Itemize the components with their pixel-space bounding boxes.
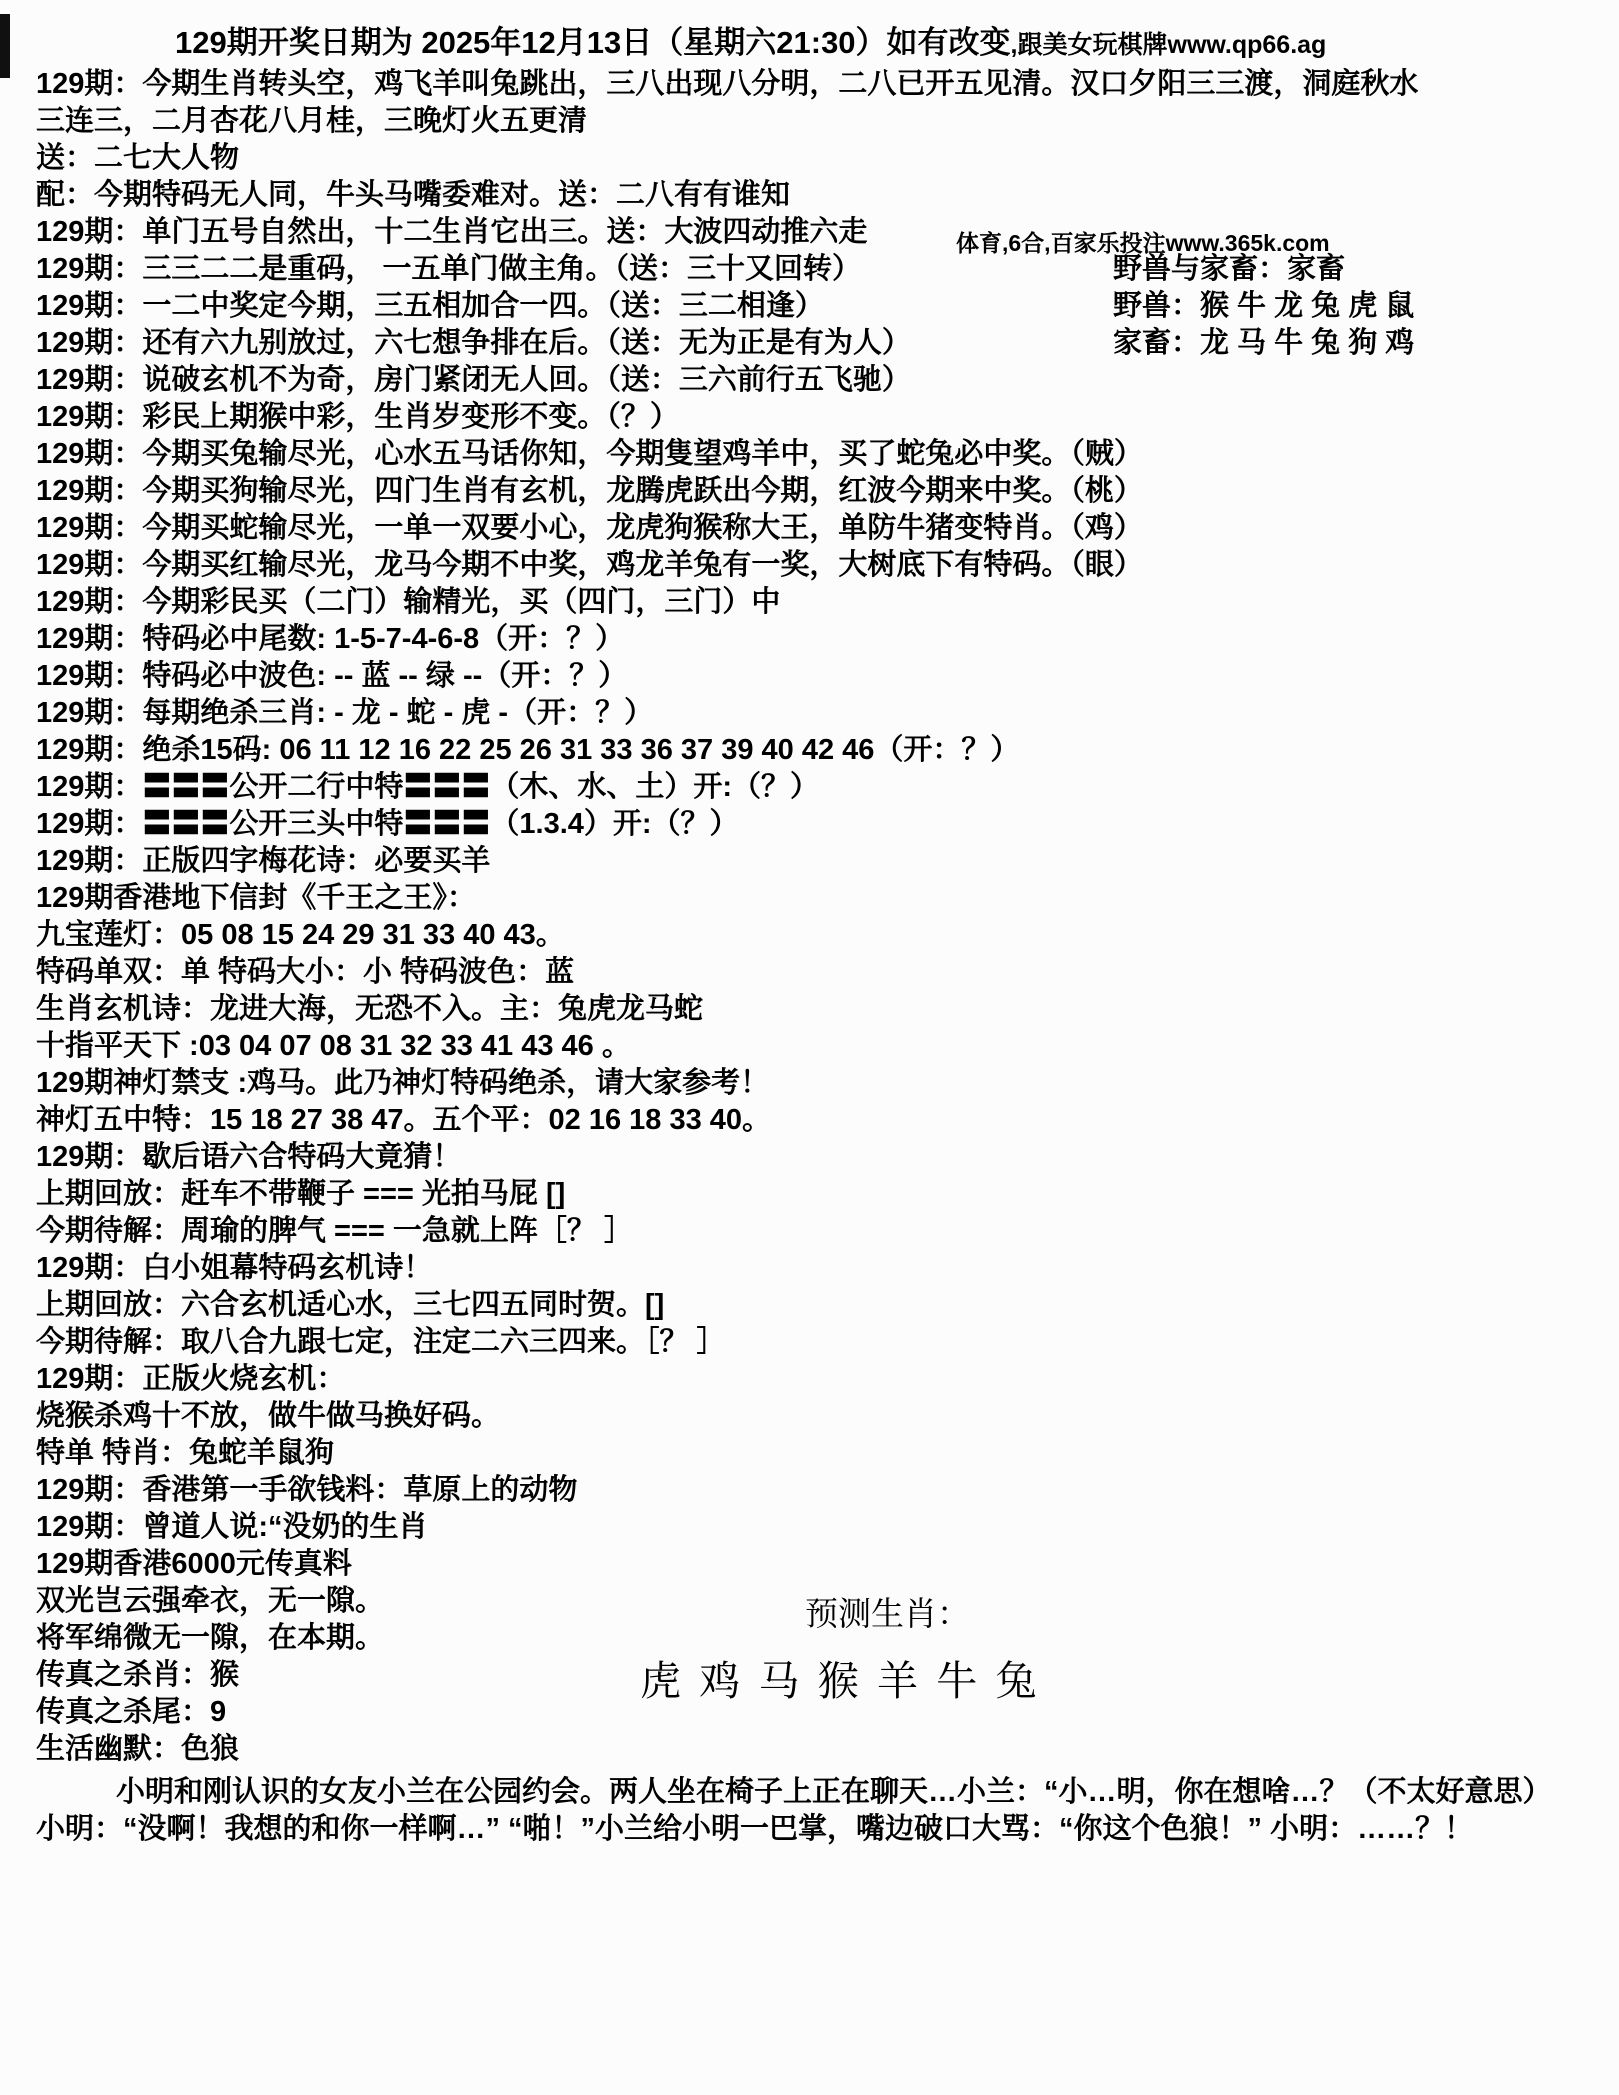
line-text: 今期待解：周瑜的脾气 === 一急就上阵［？ ］ (36, 1215, 633, 1247)
draw-date-title: 129期开奖日期为 2025年12月13日（星期六21:30）如有改变 (175, 25, 1011, 60)
page-title (0, 22, 1619, 66)
line-text: 生活幽默：色狼 (36, 1733, 240, 1765)
line-text: 129期：白小姐幕特码玄机诗！ (36, 1252, 433, 1284)
line-text: 129期：〓〓〓公开三头中特〓〓〓（1.3.4）开:（？） (36, 808, 739, 840)
title-ad-suffix: ,跟美女玩棋牌www.qp66.ag (1010, 31, 1327, 59)
line-text: 神灯五中特：15 18 27 38 47。五个平：02 16 18 33 40。 (36, 1104, 772, 1136)
line-text: 生肖玄机诗：龙进大海，无恐不入。主：兔虎龙马蛇 (36, 993, 704, 1025)
right-column-domestic: 家畜：龙 马 牛 兔 狗 鸡 (1113, 327, 1415, 359)
line-text: 129期：彩民上期猴中彩，生肖岁变形不变。（？） (36, 401, 679, 433)
line-text: 129期：特码必中尾数: 1-5-7-4-6-8（开：？） (36, 623, 625, 655)
text-line-32 (0, 1213, 1619, 1250)
line-text: 129期：今期买蛇输尽光，一单一双要小心，龙虎狗猴称大王，单防牛猪变特肖。（鸡） (36, 512, 1143, 544)
line-text: 129期：特码必中波色: -- 蓝 -- 绿 --（开：？） (36, 660, 628, 692)
line-text: 129期：正版四字梅花诗：必要买羊 (36, 845, 491, 877)
line-text: 特单 特肖：兔蛇羊鼠狗 (36, 1437, 335, 1469)
line-text: 十指平天下 :03 04 07 08 31 32 33 41 43 46 。 (36, 1030, 631, 1062)
text-line-34 (0, 1287, 1619, 1324)
line-text: 三连三，二月杏花八月桂，三晚灯火五更清 (36, 105, 588, 137)
text-line-9 (0, 362, 1619, 399)
text-line-23 (0, 880, 1619, 917)
text-line-38 (0, 1435, 1619, 1472)
line-text: 上期回放：六合玄机适心水，三七四五同时贺。[] (36, 1289, 665, 1321)
line-text: 129期：今期买狗输尽光，四门生肖有玄机，龙腾虎跃出今期，红波今期来中奖。（桃） (36, 475, 1143, 507)
line-text: 九宝莲灯：05 08 15 24 29 31 33 40 43。 (36, 919, 565, 951)
text-line-39 (0, 1472, 1619, 1509)
text-line-35 (0, 1324, 1619, 1361)
line-text: 129期神灯禁支 :鸡马。此乃神灯特码绝杀，请大家参考！ (36, 1067, 770, 1099)
line-text: 129期：歇后语六合特码大竟猜！ (36, 1141, 462, 1173)
line-text: 将军绵微无一隙，在本期。 (36, 1622, 385, 1654)
text-line-47 (0, 1774, 1619, 1811)
text-line-5 (0, 214, 1619, 256)
forecast-zodiac-list: 虎 鸡 马 猴 羊 牛 兔 (640, 1658, 1041, 1704)
side-ad-text: 体育,6合,百家乐投注www.365k.com (956, 230, 1330, 256)
line-text: 传真之杀尾：9 (36, 1696, 227, 1728)
line-text: 小明和刚认识的女友小兰在公园约会。两人坐在椅子上正在聊天…小兰：“小…明，你在想啥…？（不太好意思） (116, 1776, 1552, 1808)
line-text: 129期：每期绝杀三肖: - 龙 - 蛇 - 虎 -（开：？） (36, 697, 654, 729)
text-line-24 (0, 917, 1619, 954)
text-line-7 (0, 288, 1619, 325)
text-line-45 (0, 1694, 1619, 1731)
line-text: 129期：三三二二是重码， 一五单门做主角。（送：三十又回转） (36, 253, 861, 285)
text-line-26 (0, 991, 1619, 1028)
text-line-33 (0, 1250, 1619, 1287)
text-line-2 (0, 103, 1619, 140)
line-text: 129期：曾道人说:“没奶的生肖 (36, 1511, 428, 1543)
line-text: 129期香港地下信封《千王之王》： (36, 882, 476, 914)
text-line-28 (0, 1065, 1619, 1102)
text-line-42 (0, 1583, 1619, 1633)
text-line-6 (0, 251, 1619, 288)
text-line-40 (0, 1509, 1619, 1546)
right-column-header: 野兽与家畜：家畜 (1113, 253, 1346, 285)
line-text: 烧猴杀鸡十不放，做牛做马换好码。 (36, 1400, 501, 1432)
text-line-41 (0, 1546, 1619, 1583)
text-line-18 (0, 695, 1619, 732)
text-line-11 (0, 436, 1619, 473)
text-line-30 (0, 1139, 1619, 1176)
line-text: 129期：今期生肖转头空，鸡飞羊叫兔跳出，三八出现八分明，二八已开五见清。汉口夕阳三三渡，洞庭秋水 (36, 68, 1419, 100)
line-text: 129期：说破玄机不为奇，房门紧闭无人回。（送：三六前行五飞驰） (36, 364, 911, 396)
text-line-12 (0, 473, 1619, 510)
text-line-29 (0, 1102, 1619, 1139)
line-text: 129期：一二中奖定今期，三五相加合一四。（送：三二相逢） (36, 290, 824, 322)
line-text: 129期：单门五号自然出，十二生肖它出三。送：大波四动推六走 (36, 216, 868, 248)
text-line-16 (0, 621, 1619, 658)
line-text: 129期：还有六九别放过，六七想争排在后。（送：无为正是有为人） (36, 327, 911, 359)
text-line-1 (0, 66, 1619, 103)
forecast-zodiac-label: 预测生肖： (805, 1597, 970, 1633)
text-line-17 (0, 658, 1619, 695)
text-line-25 (0, 954, 1619, 991)
text-line-19 (0, 732, 1619, 769)
right-column-wild: 野兽：猴 牛 龙 兔 虎 鼠 (1113, 290, 1415, 322)
line-text: 129期：正版火烧玄机： (36, 1363, 346, 1395)
line-text: 双光岂云强牵衣，无一隙。 (36, 1585, 385, 1617)
text-line-3 (0, 140, 1619, 177)
text-line-36 (0, 1361, 1619, 1398)
line-text: 上期回放：赶车不带鞭子 === 光拍马屁 [] (36, 1178, 566, 1210)
line-text: 129期香港6000元传真料 (36, 1548, 352, 1580)
text-line-44 (0, 1657, 1619, 1704)
line-text: 129期：香港第一手欲钱料：草原上的动物 (36, 1474, 578, 1506)
line-text: 小明：“没啊！我想的和你一样啊…” “啪！”小兰给小明一巴掌，嘴边破口大骂：“你这个色狼！” 小明：……？！ (36, 1813, 1474, 1845)
line-text: 今期待解：取八合九跟七定，注定二六三四来。［？ ］ (36, 1326, 726, 1358)
line-text: 129期：绝杀15码: 06 11 12 16 22 25 26 31 33 36 37 39 40 42 46（开：？） (36, 734, 1020, 766)
text-line-14 (0, 547, 1619, 584)
line-text: 特码单双：单 特码大小：小 特码波色：蓝 (36, 956, 575, 988)
text-line-27 (0, 1028, 1619, 1065)
text-lines (0, 66, 1619, 1848)
text-line-10 (0, 399, 1619, 436)
text-line-31 (0, 1176, 1619, 1213)
text-line-46 (0, 1731, 1619, 1768)
text-line-20 (0, 769, 1619, 806)
text-line-48 (0, 1811, 1619, 1848)
text-line-22 (0, 843, 1619, 880)
line-text: 129期：〓〓〓公开二行中特〓〓〓（木、水、土）开:（？） (36, 771, 820, 803)
text-line-37 (0, 1398, 1619, 1435)
text-line-13 (0, 510, 1619, 547)
line-text: 传真之杀肖：猴 (36, 1659, 240, 1691)
line-text: 129期：今期买兔输尽光，心水五马话你知，今期隻望鸡羊中，买了蛇兔必中奖。（贼） (36, 438, 1143, 470)
text-line-43 (0, 1620, 1619, 1657)
text-line-21 (0, 806, 1619, 843)
text-line-8 (0, 325, 1619, 362)
text-line-15 (0, 584, 1619, 621)
line-text: 129期：今期买红输尽光，龙马今期不中奖，鸡龙羊兔有一奖，大树底下有特码。（眼） (36, 549, 1143, 581)
line-text: 129期：今期彩民买（二门）输精光，买（四门，三门）中 (36, 586, 781, 618)
text-line-4 (0, 177, 1619, 214)
line-text: 配：今期特码无人同，牛头马嘴委难对。送：二八有有谁知 (36, 179, 791, 211)
line-text: 送：二七大人物 (36, 142, 240, 174)
